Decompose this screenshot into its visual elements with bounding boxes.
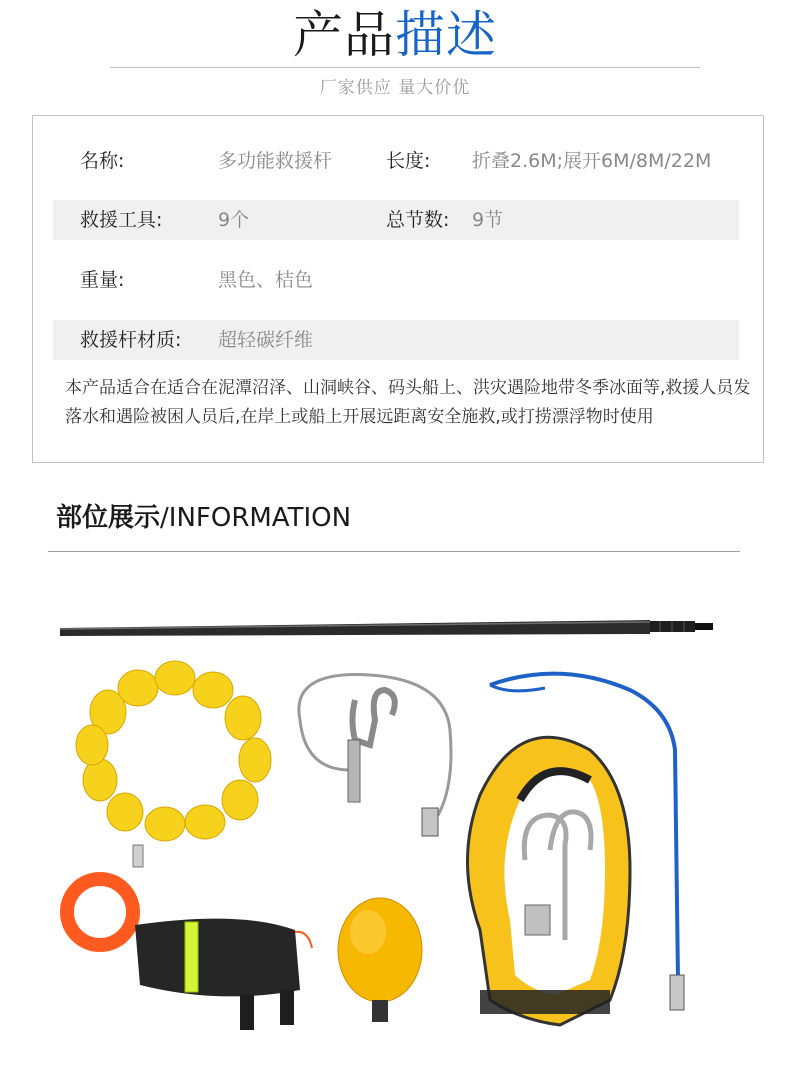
- tools-value: 9个: [218, 209, 250, 231]
- section-divider: [48, 551, 740, 552]
- wire-hook-image: [299, 675, 451, 836]
- weight-value: 黑色、桔色: [218, 269, 314, 291]
- title-part-2: 描述: [395, 6, 497, 64]
- tools-label: 救援工具:: [80, 209, 163, 231]
- buoy-image: [338, 898, 422, 1022]
- sections-label: 总节数:: [386, 209, 450, 231]
- spec-row-tools: [53, 200, 739, 240]
- throw-bag-image: [67, 879, 312, 1030]
- rescue-collar-image: [468, 737, 631, 1025]
- length-label: 长度:: [386, 150, 431, 172]
- spec-table: [32, 115, 764, 463]
- section-title-cn: 部位展示: [56, 503, 161, 533]
- title-divider: [110, 67, 700, 68]
- product-description: 本产品适合在适合在泥潭沼泽、山洞峡谷、码头船上、洪灾遇险地带冬季冰面等,救援人员发落水和遇险被困人员后,在岸上或船上开展远距离安全施救,或打捞漂浮物时使用: [65, 378, 751, 427]
- weight-label: 重量:: [80, 269, 125, 291]
- title-part-1: 产品: [293, 6, 395, 64]
- page-subtitle: 厂家供应 量大价优: [319, 78, 471, 98]
- product-photo: [50, 600, 740, 1050]
- rescue-pole-image: [60, 620, 713, 636]
- name-label: 名称:: [80, 150, 125, 172]
- material-label: 救援杆材质:: [80, 329, 182, 351]
- page-title: [0, 4, 790, 66]
- sections-value: 9节: [472, 209, 504, 231]
- length-value: 折叠2.6M;展开6M/8M/22M: [472, 150, 712, 172]
- name-value: 多功能救援杆: [218, 150, 333, 172]
- spec-row-material: [53, 320, 739, 360]
- float-ring-image: [76, 661, 271, 867]
- spec-row-weight: [53, 260, 739, 300]
- section-title-en: /INFORMATION: [160, 503, 352, 533]
- section-title: [56, 500, 351, 536]
- material-value: 超轻碳纤维: [218, 329, 314, 351]
- spec-row-name: [53, 141, 739, 181]
